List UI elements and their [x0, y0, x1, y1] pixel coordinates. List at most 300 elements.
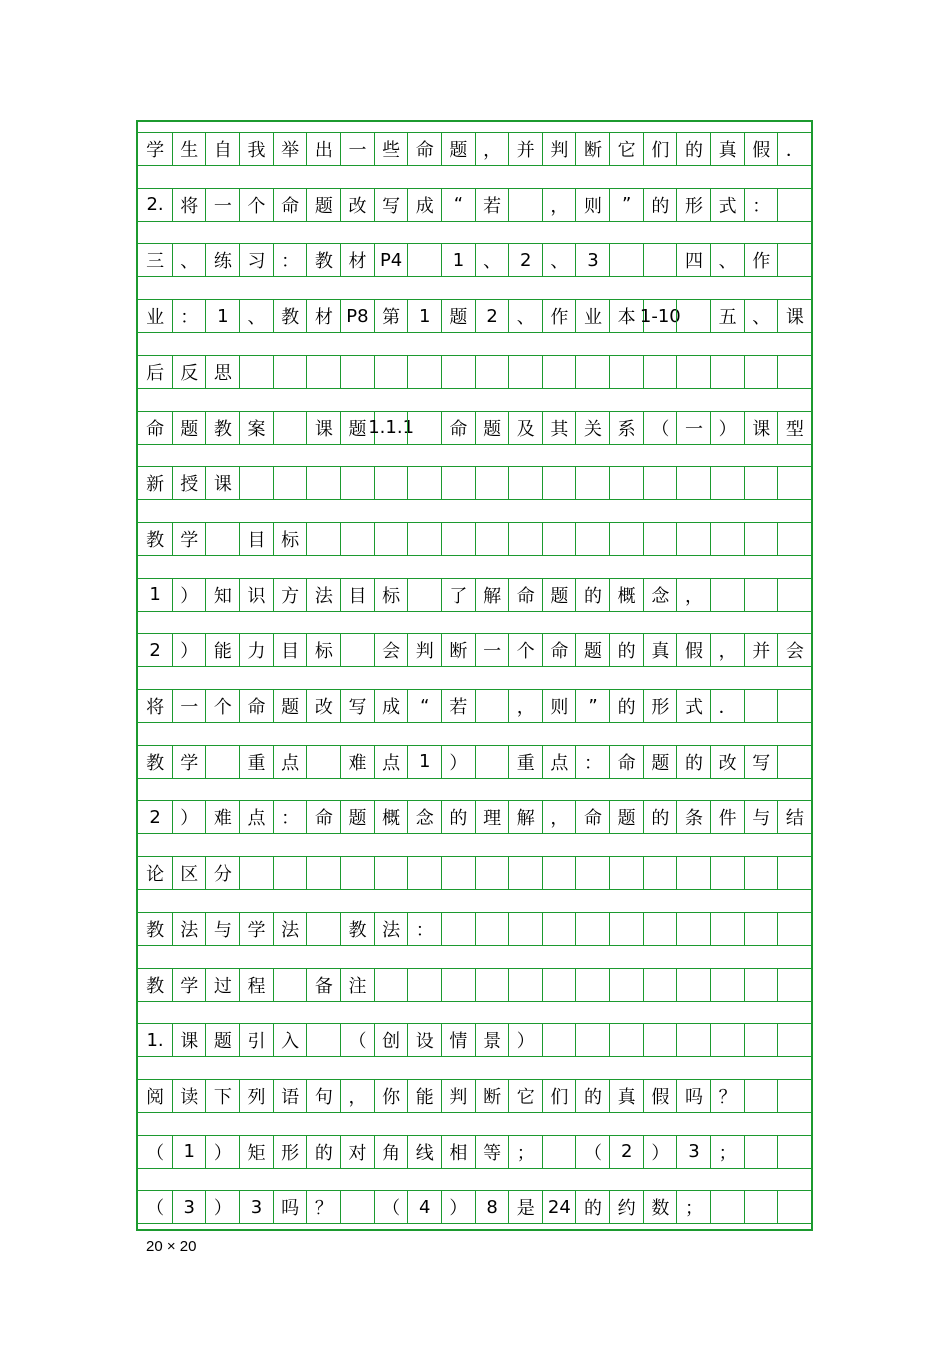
grid-cell: 一 [205, 189, 239, 221]
grid-cell: 课 [306, 412, 340, 444]
grid-row [138, 968, 811, 1002]
grid-cell: 的 [441, 801, 475, 833]
grid-cell: 一 [676, 412, 710, 444]
grid-cell: 念 [643, 579, 677, 611]
grid-cell: 、 [710, 244, 744, 276]
grid-cell: 假 [676, 634, 710, 666]
grid-cell [340, 523, 374, 555]
grid-row [138, 299, 811, 333]
grid-cell [475, 746, 509, 778]
grid-cell [710, 579, 744, 611]
grid-cell [575, 857, 609, 889]
grid-cell [306, 746, 340, 778]
grid-cell [777, 690, 811, 722]
grid-cell: 题 [340, 412, 374, 444]
grid-cell [710, 467, 744, 499]
grid-cell: 目 [340, 579, 374, 611]
grid-cell: 三 [146, 251, 165, 273]
grid-cell: 将 [146, 697, 165, 718]
grid-cell [441, 857, 475, 889]
grid-cell [777, 1191, 811, 1223]
grid-cell [777, 969, 811, 1001]
grid-cell [676, 523, 710, 555]
grid-cell: ； [710, 1136, 744, 1168]
grid-cell [710, 969, 744, 1001]
grid-cell: 真 [643, 634, 677, 666]
grid-cell: 本 [609, 300, 643, 332]
grid-cell [777, 913, 811, 945]
grid-cell: 标 [374, 579, 408, 611]
grid-cell: ， [340, 1080, 374, 1112]
grid-cell: 解 [475, 579, 509, 611]
grid-cell [374, 969, 408, 1001]
grid-cell: 学 [239, 913, 273, 945]
grid-cell: 2 [609, 1136, 643, 1168]
grid-cell: 程 [239, 969, 273, 1001]
grid-cell: 3 [575, 244, 609, 276]
grid-cell: 下 [205, 1080, 239, 1112]
grid-cell: 8 [475, 1191, 509, 1223]
grid-cell: 景 [475, 1024, 509, 1056]
grid-cell: 情 [441, 1024, 475, 1056]
grid-cell: 并 [508, 133, 542, 165]
grid-cell: P4 [374, 244, 408, 276]
grid-cell [374, 857, 408, 889]
grid-cell: ） [710, 412, 744, 444]
grid-cell: 题 [205, 1024, 239, 1056]
grid-cell: 学 [172, 746, 206, 778]
grid-cell: 的 [676, 133, 710, 165]
grid-cell: 材 [306, 300, 340, 332]
grid-cell: 点 [542, 746, 576, 778]
grid-cell: 断 [475, 1080, 509, 1112]
grid-cell [643, 857, 677, 889]
grid-cell [575, 969, 609, 1001]
grid-cell: 理 [475, 801, 509, 833]
grid-cell: 式 [710, 189, 744, 221]
grid-cell [609, 857, 643, 889]
grid-cell: 入 [273, 1024, 307, 1056]
grid-cell [744, 467, 778, 499]
grid-cell: 数 [643, 1191, 677, 1223]
grid-cell: 改 [306, 690, 340, 722]
grid-cell: 思 [205, 356, 239, 388]
grid-cell: （ [643, 412, 677, 444]
grid-row [138, 800, 811, 834]
grid-cell: ， [710, 634, 744, 666]
grid-cell [306, 467, 340, 499]
grid-cell: 法 [172, 913, 206, 945]
grid-cell [575, 467, 609, 499]
grid-cell: ： [407, 913, 441, 945]
grid-cell: ： [744, 189, 778, 221]
grid-cell [340, 634, 374, 666]
grid-cell [407, 356, 441, 388]
grid-cell [475, 467, 509, 499]
grid-cell: 24 [542, 1191, 576, 1223]
grid-cell: 句 [306, 1080, 340, 1112]
grid-cell: 会 [777, 634, 811, 666]
grid-cell [777, 467, 811, 499]
grid-cell: 1.1.1 [374, 412, 408, 444]
grid-cell: 及 [508, 412, 542, 444]
grid-cell: 吗 [676, 1080, 710, 1112]
grid-cell [744, 579, 778, 611]
grid-cell [609, 523, 643, 555]
grid-cell: 形 [643, 690, 677, 722]
grid-cell: 分 [205, 857, 239, 889]
grid-row [138, 633, 811, 667]
grid-cell: 法 [273, 913, 307, 945]
grid-cell: 的 [643, 189, 677, 221]
grid-cell: 课 [744, 412, 778, 444]
grid-cell: 型 [777, 412, 811, 444]
grid-cell: 1 [441, 244, 475, 276]
grid-cell [575, 523, 609, 555]
grid-cell: 则 [542, 690, 576, 722]
grid-cell [441, 913, 475, 945]
grid-cell [306, 1024, 340, 1056]
grid-cell: 设 [407, 1024, 441, 1056]
grid-cell [508, 913, 542, 945]
grid-cell: “ [441, 189, 475, 221]
grid-cell: 系 [609, 412, 643, 444]
grid-cell [744, 356, 778, 388]
grid-cell [609, 244, 643, 276]
grid-cell: ； [676, 1191, 710, 1223]
grid-cell: 重 [508, 746, 542, 778]
grid-row [138, 856, 811, 890]
grid-cell: 举 [273, 133, 307, 165]
grid-cell: 自 [205, 133, 239, 165]
grid-cell: 1-10 [643, 300, 677, 332]
grid-cell: 3 [239, 1191, 273, 1223]
grid-cell [475, 690, 509, 722]
grid-row [138, 1135, 811, 1169]
grid-cell: 2 [475, 300, 509, 332]
grid-cell [407, 467, 441, 499]
grid-cell [777, 356, 811, 388]
grid-cell [239, 857, 273, 889]
grid-cell: （ [575, 1136, 609, 1168]
grid-cell: 一 [340, 133, 374, 165]
grid-cell: ， [676, 579, 710, 611]
grid-cell: 能 [407, 1080, 441, 1112]
grid-cell: 论 [146, 864, 165, 886]
grid-cell: 作 [542, 300, 576, 332]
grid-cell [643, 467, 677, 499]
grid-cell [542, 356, 576, 388]
grid-cell: 目 [239, 523, 273, 555]
grid-cell: 语 [273, 1080, 307, 1112]
grid-cell [744, 857, 778, 889]
grid-cell: 命 [508, 579, 542, 611]
grid-cell: 的 [609, 634, 643, 666]
grid-cell: 业 [575, 300, 609, 332]
grid-cell: “ [407, 690, 441, 722]
grid-cell: 教 [146, 975, 165, 997]
grid-cell [508, 969, 542, 1001]
grid-cell [609, 969, 643, 1001]
grid-cell [777, 1080, 811, 1112]
grid-cell: 学 [172, 523, 206, 555]
grid-cell [744, 1191, 778, 1223]
grid-cell: 命 [239, 690, 273, 722]
grid-cell [374, 356, 408, 388]
grid-cell: 、 [172, 244, 206, 276]
grid-cell: 教 [340, 913, 374, 945]
grid-cell [205, 746, 239, 778]
grid-cell: 题 [643, 746, 677, 778]
grid-cell [609, 913, 643, 945]
grid-cell: P8 [340, 300, 374, 332]
grid-cell: 生 [172, 133, 206, 165]
grid-cell [744, 913, 778, 945]
grid-cell [777, 1136, 811, 1168]
grid-cell: 的 [676, 746, 710, 778]
grid-cell: 形 [676, 189, 710, 221]
grid-cell: 列 [239, 1080, 273, 1112]
grid-row [138, 243, 811, 277]
grid-cell [407, 579, 441, 611]
grid-cell: 个 [508, 634, 542, 666]
grid-cell: ？ [306, 1191, 340, 1223]
grid-cell: 过 [205, 969, 239, 1001]
grid-cell: 点 [374, 746, 408, 778]
grid-cell: 备 [306, 969, 340, 1001]
grid-cell: 成 [374, 690, 408, 722]
grid-cell: 题 [306, 189, 340, 221]
grid-cell: 与 [744, 801, 778, 833]
grid-cell [744, 1136, 778, 1168]
grid-cell: 式 [676, 690, 710, 722]
grid-cell: 我 [239, 133, 273, 165]
grid-cell: 教 [146, 529, 165, 551]
grid-cell: 写 [340, 690, 374, 722]
grid-cell [710, 356, 744, 388]
grid-cell: 题 [609, 801, 643, 833]
grid-cell: 反 [172, 356, 206, 388]
grid-cell: 难 [340, 746, 374, 778]
grid-cell: 你 [374, 1080, 408, 1112]
grid-cell: ） [205, 1191, 239, 1223]
grid-cell: 一 [475, 634, 509, 666]
grid-cell: 线 [407, 1136, 441, 1168]
grid-cell: 对 [340, 1136, 374, 1168]
grid-cell: ） [441, 1191, 475, 1223]
grid-cell: 重 [239, 746, 273, 778]
grid-cell [542, 523, 576, 555]
grid-cell: 创 [374, 1024, 408, 1056]
grid-cell [676, 356, 710, 388]
grid-cell: 断 [575, 133, 609, 165]
grid-cell: 们 [643, 133, 677, 165]
grid-cell: 第 [374, 300, 408, 332]
grid-cell [777, 189, 811, 221]
grid-cell: 题 [172, 412, 206, 444]
grid-cell: 业 [146, 307, 165, 329]
grid-cell [542, 467, 576, 499]
grid-cell: ： [575, 746, 609, 778]
grid-cell [609, 356, 643, 388]
grid-cell [676, 467, 710, 499]
grid-cell [643, 969, 677, 1001]
grid-cell: ？ [710, 1080, 744, 1112]
grid-cell [407, 969, 441, 1001]
grid-cell: （ [146, 1198, 165, 1220]
grid-cell: ： [273, 801, 307, 833]
grid-cell: 个 [205, 690, 239, 722]
grid-cell: ， [542, 801, 576, 833]
grid-cell: 题 [441, 300, 475, 332]
grid-cell: 真 [710, 133, 744, 165]
grid-row [138, 745, 811, 779]
grid-cell: 命 [146, 418, 165, 440]
grid-cell [508, 857, 542, 889]
grid-cell: 、 [508, 300, 542, 332]
grid-cell [273, 356, 307, 388]
grid-row [138, 132, 811, 166]
grid-cell: 结 [777, 801, 811, 833]
grid-cell: （ [374, 1191, 408, 1223]
grid-cell: 、 [744, 300, 778, 332]
grid-cell: 课 [205, 467, 239, 499]
grid-cell: 法 [374, 913, 408, 945]
grid-cell: 力 [239, 634, 273, 666]
grid-cell: 等 [475, 1136, 509, 1168]
grid-cell: ） [172, 579, 206, 611]
grid-cell: ， [542, 189, 576, 221]
grid-cell: 1 [407, 746, 441, 778]
grid-cell [407, 523, 441, 555]
grid-cell: 授 [172, 467, 206, 499]
grid-cell [542, 913, 576, 945]
grid-cell: 的 [575, 1080, 609, 1112]
grid-cell: 1 [172, 1136, 206, 1168]
grid-cell: ） [172, 801, 206, 833]
grid-cell [643, 244, 677, 276]
grid-cell: 命 [441, 412, 475, 444]
grid-cell: 若 [441, 690, 475, 722]
grid-cell: ” [609, 189, 643, 221]
grid-cell [643, 913, 677, 945]
grid-cell: 将 [172, 189, 206, 221]
grid-cell: 1 [205, 300, 239, 332]
grid-cell [542, 969, 576, 1001]
grid-cell: 点 [239, 801, 273, 833]
grid-cell: 假 [643, 1080, 677, 1112]
grid-cell [710, 913, 744, 945]
grid-cell: 教 [306, 244, 340, 276]
grid-cell: 新 [146, 474, 165, 496]
grid-cell: 点 [273, 746, 307, 778]
grid-cell: ． [710, 690, 744, 722]
grid-cell: 2. [146, 194, 164, 216]
grid-cell: 的 [306, 1136, 340, 1168]
manuscript-grid-sheet [136, 120, 813, 1231]
grid-cell: 念 [407, 801, 441, 833]
grid-cell: 题 [575, 634, 609, 666]
grid-cell [475, 523, 509, 555]
grid-cell [306, 356, 340, 388]
grid-cell: 课 [172, 1024, 206, 1056]
grid-cell: 案 [239, 412, 273, 444]
grid-cell: 的 [575, 579, 609, 611]
grid-cell [609, 1024, 643, 1056]
grid-cell: 出 [306, 133, 340, 165]
grid-cell: 4 [407, 1191, 441, 1223]
grid-cell: 角 [374, 1136, 408, 1168]
grid-cell: ： [172, 300, 206, 332]
grid-cell: ） [441, 746, 475, 778]
grid-cell: 写 [374, 189, 408, 221]
grid-cell: 解 [508, 801, 542, 833]
grid-cell: 后 [146, 362, 165, 384]
grid-row [138, 1023, 811, 1057]
grid-cell [407, 244, 441, 276]
grid-cell [710, 523, 744, 555]
grid-cell [609, 467, 643, 499]
grid-cell: 真 [609, 1080, 643, 1112]
grid-cell [710, 857, 744, 889]
grid-cell: 教 [146, 919, 165, 941]
grid-cell [777, 579, 811, 611]
grid-cell: 2 [508, 244, 542, 276]
grid-cell [273, 467, 307, 499]
grid-cell: 的 [643, 801, 677, 833]
grid-cell: 则 [575, 189, 609, 221]
grid-cell: ） [508, 1024, 542, 1056]
grid-cell: 四 [676, 244, 710, 276]
grid-cell: ． [777, 133, 811, 165]
grid-row [138, 355, 811, 389]
grid-cell [710, 1191, 744, 1223]
grid-cell [777, 746, 811, 778]
grid-cell: 教 [205, 412, 239, 444]
grid-cell [676, 857, 710, 889]
grid-cell: 习 [239, 244, 273, 276]
grid-cell: 标 [273, 523, 307, 555]
grid-cell: 知 [205, 579, 239, 611]
grid-cell: 、 [542, 244, 576, 276]
grid-cell [475, 913, 509, 945]
grid-cell: 3 [676, 1136, 710, 1168]
grid-cell: ； [508, 1136, 542, 1168]
grid-cell: 概 [609, 579, 643, 611]
grid-cell [340, 1191, 374, 1223]
grid-cell: 它 [609, 133, 643, 165]
grid-cell: 了 [441, 579, 475, 611]
grid-cell [441, 969, 475, 1001]
grid-cell [542, 857, 576, 889]
grid-cell: 们 [542, 1080, 576, 1112]
grid-cell: 约 [609, 1191, 643, 1223]
grid-cell: ） [643, 1136, 677, 1168]
grid-cell: 引 [239, 1024, 273, 1056]
grid-cell: 五 [710, 300, 744, 332]
grid-cell: （ [340, 1024, 374, 1056]
grid-cell: 教 [146, 752, 165, 774]
grid-cell: 练 [205, 244, 239, 276]
grid-cell: 3 [172, 1191, 206, 1223]
grid-cell [508, 467, 542, 499]
grid-cell: 题 [475, 412, 509, 444]
grid-cell: 些 [374, 133, 408, 165]
grid-cell: 目 [273, 634, 307, 666]
grid-cell [777, 244, 811, 276]
grid-cell: 若 [475, 189, 509, 221]
grid-cell: 难 [205, 801, 239, 833]
